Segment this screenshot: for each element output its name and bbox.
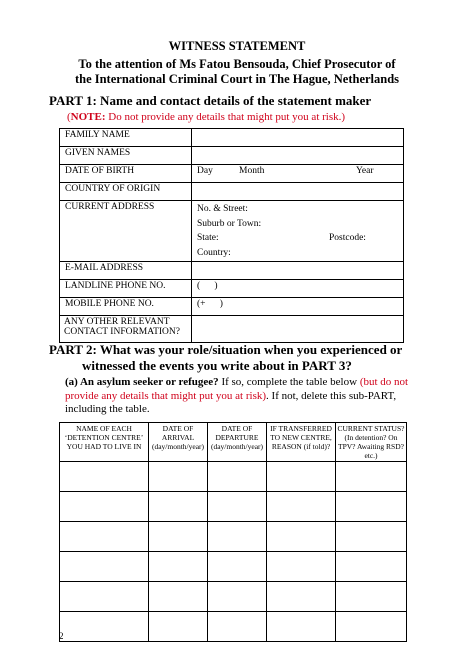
table-cell[interactable] bbox=[149, 522, 208, 552]
landline-label: LANDLINE PHONE NO. bbox=[60, 280, 192, 298]
item-a-text-1: If so, complete the table below bbox=[218, 376, 360, 388]
item-a-text-2: . If not, delete this sub-PART, including the table. bbox=[65, 389, 397, 415]
country-of-origin-label: COUNTRY OF ORIGIN bbox=[60, 183, 192, 201]
note-text: Do not provide any details that might put you at risk.) bbox=[105, 111, 346, 123]
table-cell[interactable] bbox=[208, 462, 267, 492]
table-cell[interactable] bbox=[267, 462, 336, 492]
address-postcode-label: Postcode: bbox=[329, 233, 366, 243]
col-header-transfer-reason: IF TRANSFERRED TO NEW CENTRE, REASON (if told)? bbox=[267, 423, 336, 462]
table-cell[interactable] bbox=[208, 552, 267, 582]
table-row bbox=[60, 201, 404, 262]
table-cell[interactable] bbox=[336, 492, 407, 522]
table-row bbox=[60, 129, 404, 147]
email-label: E-MAIL ADDRESS bbox=[60, 262, 192, 280]
part2-item-a bbox=[65, 376, 415, 417]
note-label: NOTE: bbox=[70, 111, 106, 123]
table-cell[interactable] bbox=[267, 612, 336, 642]
attention-block bbox=[0, 57, 474, 87]
given-names-label: GIVEN NAMES bbox=[60, 147, 192, 165]
table-cell[interactable] bbox=[336, 552, 407, 582]
table-cell[interactable] bbox=[336, 582, 407, 612]
table-row bbox=[60, 462, 407, 492]
table-row bbox=[60, 316, 404, 343]
address-country-label: Country: bbox=[197, 247, 231, 258]
contact-details-table bbox=[59, 128, 404, 343]
table-row bbox=[60, 165, 404, 183]
table-cell[interactable] bbox=[208, 492, 267, 522]
table-cell[interactable] bbox=[208, 582, 267, 612]
table-cell[interactable] bbox=[208, 522, 267, 552]
table-cell[interactable] bbox=[60, 612, 149, 642]
table-row bbox=[60, 147, 404, 165]
col-header-departure: DATE OF DEPARTURE (day/month/year) bbox=[208, 423, 267, 462]
item-a-warning: (but do not provide any details that might put you at risk) bbox=[65, 376, 409, 402]
table-row bbox=[60, 262, 404, 280]
dob-month-label: Month bbox=[239, 166, 265, 176]
table-cell[interactable] bbox=[60, 552, 149, 582]
table-row bbox=[60, 280, 404, 298]
address-street-label: No. & Street: bbox=[197, 204, 248, 214]
attention-line-1: To the attention of Ms Fatou Bensouda, Chief Prosecutor of bbox=[78, 57, 396, 71]
table-cell[interactable] bbox=[149, 462, 208, 492]
table-cell[interactable] bbox=[208, 612, 267, 642]
attention-line-2: the International Criminal Court in The Hague, Netherlands bbox=[74, 72, 400, 86]
page-number: 2 bbox=[59, 631, 64, 641]
mobile-label: MOBILE PHONE NO. bbox=[60, 298, 192, 316]
email-field[interactable] bbox=[192, 262, 404, 280]
family-name-label: FAMILY NAME bbox=[60, 129, 192, 147]
address-state-label: State: bbox=[197, 233, 219, 243]
table-row bbox=[60, 522, 407, 552]
table-cell[interactable] bbox=[267, 522, 336, 552]
date-of-birth-label: DATE OF BIRTH bbox=[60, 165, 192, 183]
other-contact-label: ANY OTHER RELEVANT CONTACT INFORMATION? bbox=[60, 316, 192, 343]
part2-title-line-2: witnessed the events you write about in PART 3? bbox=[82, 358, 352, 373]
table-cell[interactable] bbox=[336, 462, 407, 492]
part2-title bbox=[49, 342, 402, 374]
landline-field[interactable]: ( ) bbox=[192, 280, 404, 298]
table-cell[interactable] bbox=[60, 462, 149, 492]
table-cell[interactable] bbox=[60, 582, 149, 612]
family-name-field[interactable] bbox=[192, 129, 404, 147]
document-title: WITNESS STATEMENT bbox=[168, 39, 306, 53]
dob-day-label: Day bbox=[197, 166, 213, 176]
table-row bbox=[60, 612, 407, 642]
table-cell[interactable] bbox=[336, 522, 407, 552]
table-cell[interactable] bbox=[267, 552, 336, 582]
col-header-current-status: CURRENT STATUS? (In detention? On TPV? Awaiting RSD? etc.) bbox=[336, 423, 407, 462]
item-a-label: (a) An asylum seeker or refugee? bbox=[65, 376, 219, 388]
part2-title-line-1: PART 2: What was your role/situation when you experienced or bbox=[49, 342, 403, 357]
detention-centre-table bbox=[59, 422, 407, 642]
current-address-field[interactable] bbox=[192, 201, 404, 262]
table-row bbox=[60, 298, 404, 316]
mobile-field[interactable]: (+ ) bbox=[192, 298, 404, 316]
table-cell[interactable] bbox=[60, 522, 149, 552]
table-cell[interactable] bbox=[336, 612, 407, 642]
dob-year-label: Year bbox=[356, 166, 374, 176]
table-row bbox=[60, 582, 407, 612]
table-header-row bbox=[60, 423, 407, 462]
table-cell[interactable] bbox=[149, 612, 208, 642]
table-cell[interactable] bbox=[267, 582, 336, 612]
table-cell[interactable] bbox=[60, 492, 149, 522]
country-of-origin-field[interactable] bbox=[192, 183, 404, 201]
part1-note: (NOTE: Do not provide any details that might put you at risk.) bbox=[67, 111, 346, 123]
table-row bbox=[60, 552, 407, 582]
table-cell[interactable] bbox=[149, 492, 208, 522]
table-cell[interactable] bbox=[149, 582, 208, 612]
date-of-birth-field[interactable] bbox=[192, 165, 404, 183]
given-names-field[interactable] bbox=[192, 147, 404, 165]
other-contact-field[interactable] bbox=[192, 316, 404, 343]
col-header-centre-name: NAME OF EACH ‘DETENTION CENTRE’ YOU HAD TO LIVE IN bbox=[60, 423, 149, 462]
col-header-arrival: DATE OF ARRIVAL (day/month/year) bbox=[149, 423, 208, 462]
table-row bbox=[60, 183, 404, 201]
table-row bbox=[60, 492, 407, 522]
part1-title: PART 1: Name and contact details of the statement maker bbox=[49, 93, 372, 108]
address-suburb-label: Suburb or Town: bbox=[197, 218, 262, 229]
table-cell[interactable] bbox=[149, 552, 208, 582]
table-cell[interactable] bbox=[267, 492, 336, 522]
current-address-label: CURRENT ADDRESS bbox=[60, 201, 192, 262]
